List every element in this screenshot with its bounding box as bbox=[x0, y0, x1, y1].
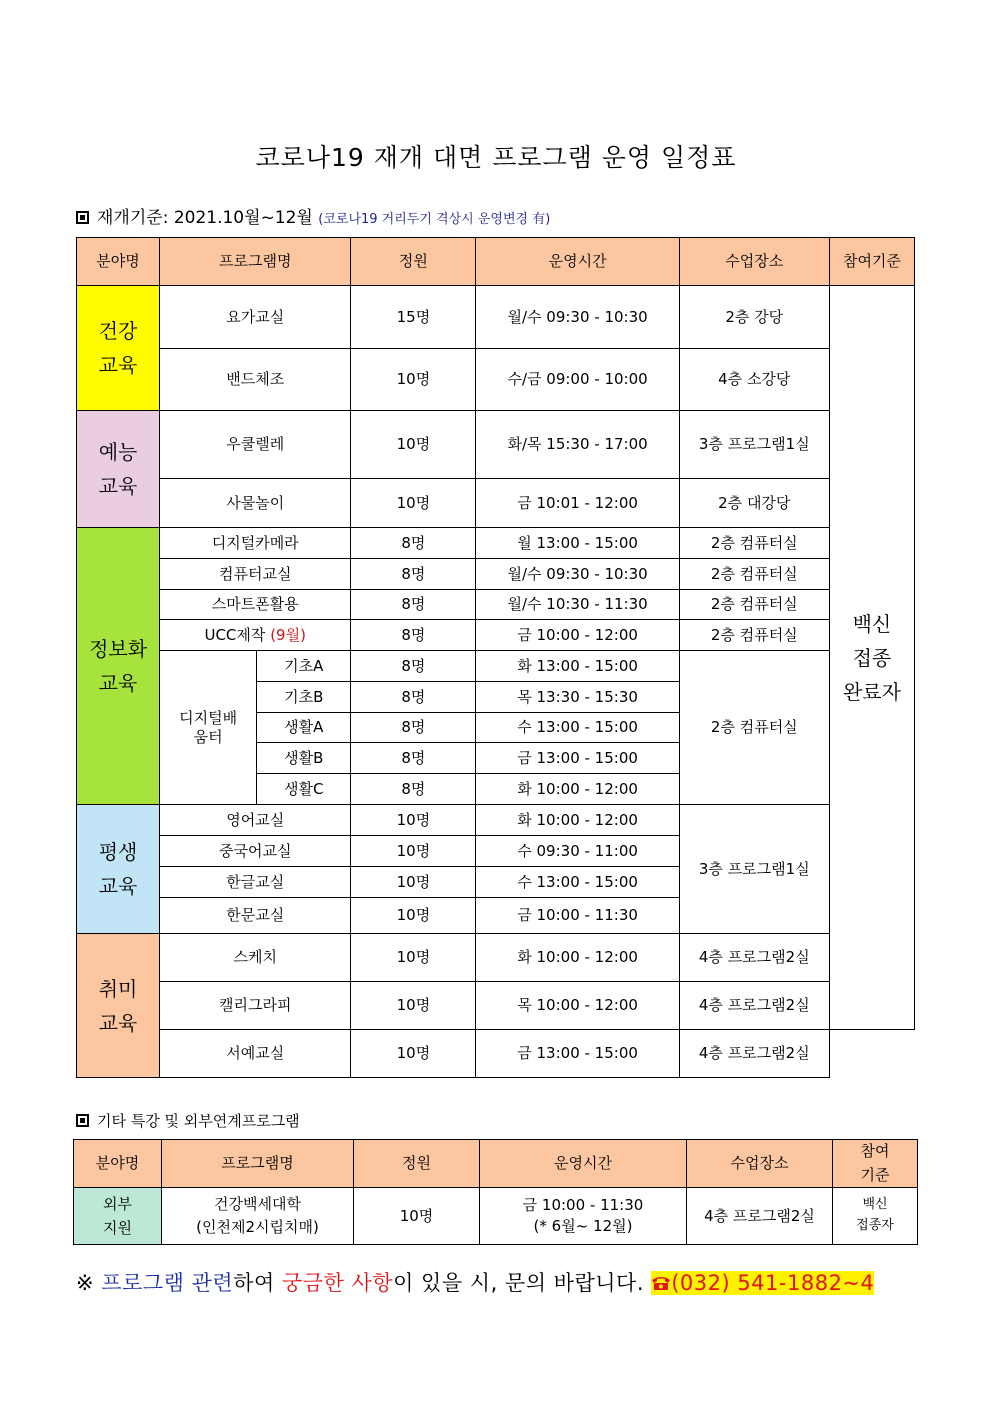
program-place: 2층 컴퓨터실 bbox=[679, 590, 829, 620]
table-row bbox=[77, 651, 915, 682]
program-capacity: 8명 bbox=[351, 528, 476, 559]
program-time: 금 13:00 - 15:00 bbox=[476, 1030, 679, 1078]
program-name: 생활C bbox=[257, 774, 351, 805]
program-place: 2층 컴퓨터실 bbox=[679, 620, 829, 651]
external-table bbox=[73, 1139, 918, 1245]
program-capacity: 8명 bbox=[351, 590, 476, 620]
program-name: 컴퓨터교실 bbox=[160, 559, 351, 590]
header-time: 운영시간 bbox=[476, 238, 679, 286]
footer-text: 하여 bbox=[233, 1271, 275, 1295]
table-row bbox=[77, 620, 915, 651]
table-row bbox=[77, 590, 915, 620]
program-time: 수/금 09:00 - 10:00 bbox=[476, 349, 679, 411]
program-place: 4층 프로그램2실 bbox=[687, 1188, 833, 1245]
header-category: 분야명 bbox=[77, 238, 160, 286]
program-name: 캘리그라피 bbox=[160, 982, 351, 1030]
table-row bbox=[77, 286, 915, 349]
header-time: 운영시간 bbox=[480, 1140, 687, 1188]
program-name: 한글교실 bbox=[160, 867, 351, 898]
program-capacity: 15명 bbox=[351, 286, 476, 349]
program-time: 화 10:00 - 12:00 bbox=[476, 805, 679, 836]
program-name: 생활A bbox=[257, 713, 351, 743]
table-row bbox=[74, 1188, 918, 1245]
special-label: 기타 특강 및 외부연계프로그램 bbox=[97, 1112, 300, 1130]
table-row bbox=[77, 479, 915, 528]
program-place: 4층 프로그램2실 bbox=[679, 982, 829, 1030]
program-time: 화 10:00 - 12:00 bbox=[476, 774, 679, 805]
program-time: 수 13:00 - 15:00 bbox=[476, 867, 679, 898]
header-capacity: 정원 bbox=[354, 1140, 480, 1188]
category-hobby: 취미 교육 bbox=[77, 934, 160, 1078]
section-criteria bbox=[76, 203, 550, 228]
table-row bbox=[77, 1030, 915, 1078]
header-place: 수업장소 bbox=[679, 238, 829, 286]
phone-icon bbox=[651, 1275, 671, 1291]
header-category: 분야명 bbox=[74, 1140, 162, 1188]
page-title: 코로나19 재개 대면 프로그램 운영 일정표 bbox=[255, 143, 737, 172]
header-qualification: 참여 기준 bbox=[833, 1140, 918, 1188]
table-header-row bbox=[74, 1140, 918, 1188]
program-time: 화 10:00 - 12:00 bbox=[476, 934, 679, 982]
program-name: 영어교실 bbox=[160, 805, 351, 836]
program-time: 수 09:30 - 11:00 bbox=[476, 836, 679, 867]
program-place: 2층 컴퓨터실 bbox=[679, 651, 829, 805]
criteria-note: (코로나19 거리두기 격상시 운영변경 有) bbox=[318, 212, 551, 227]
program-time: 화/목 15:30 - 17:00 bbox=[476, 411, 679, 479]
program-name: 생활B bbox=[257, 743, 351, 774]
square-bullet-icon bbox=[76, 211, 89, 224]
program-place: 3층 프로그램1실 bbox=[679, 411, 829, 479]
program-place: 3층 프로그램1실 bbox=[679, 805, 829, 934]
table-row bbox=[77, 934, 915, 982]
category-health: 건강 교육 bbox=[77, 286, 160, 411]
program-name: 서예교실 bbox=[160, 1030, 351, 1078]
table-row bbox=[77, 411, 915, 479]
program-capacity: 8명 bbox=[351, 774, 476, 805]
program-name: 디지털카메라 bbox=[160, 528, 351, 559]
table-row bbox=[77, 559, 915, 590]
reference-mark: ※ bbox=[76, 1271, 95, 1295]
header-qualification: 참여기준 bbox=[829, 238, 914, 286]
program-capacity: 10명 bbox=[351, 805, 476, 836]
program-capacity: 8명 bbox=[351, 651, 476, 682]
program-capacity: 10명 bbox=[351, 836, 476, 867]
header-program: 프로그램명 bbox=[160, 238, 351, 286]
program-capacity: 10명 bbox=[351, 898, 476, 934]
program-name: 스케치 bbox=[160, 934, 351, 982]
program-capacity: 8명 bbox=[351, 620, 476, 651]
program-time: 금 10:01 - 12:00 bbox=[476, 479, 679, 528]
program-name: 우쿨렐레 bbox=[160, 411, 351, 479]
footer-text: 이 있을 시, 문의 바랍니다. bbox=[393, 1271, 644, 1295]
qualification-cell: 백신 접종 완료자 bbox=[829, 286, 914, 1030]
program-time: 금 10:00 - 11:30 bbox=[476, 898, 679, 934]
program-capacity: 10명 bbox=[351, 1030, 476, 1078]
footer-program: 프로그램 관련 bbox=[101, 1271, 234, 1295]
program-capacity: 8명 bbox=[351, 713, 476, 743]
program-name: 요가교실 bbox=[160, 286, 351, 349]
program-name: 기초A bbox=[257, 651, 351, 682]
program-time: 금 13:00 - 15:00 bbox=[476, 743, 679, 774]
program-name: 건강백세대학 (인천제2시립치매) bbox=[162, 1188, 354, 1245]
header-program: 프로그램명 bbox=[162, 1140, 354, 1188]
program-place: 4층 프로그램2실 bbox=[679, 1030, 829, 1078]
program-capacity: 10명 bbox=[354, 1188, 480, 1245]
table-row bbox=[77, 982, 915, 1030]
program-capacity: 10명 bbox=[351, 867, 476, 898]
program-name: 스마트폰활용 bbox=[160, 590, 351, 620]
footer-contact bbox=[76, 1267, 874, 1297]
program-capacity: 10명 bbox=[351, 349, 476, 411]
program-capacity: 10명 bbox=[351, 934, 476, 982]
phone-number: (032) 541-1882~4 bbox=[651, 1271, 874, 1295]
program-time: 월/수 09:30 - 10:30 bbox=[476, 286, 679, 349]
table-row bbox=[77, 528, 915, 559]
category-info: 정보화 교육 bbox=[77, 528, 160, 805]
category-art: 예능 교육 bbox=[77, 411, 160, 528]
table-header-row bbox=[77, 238, 915, 286]
program-capacity: 8명 bbox=[351, 682, 476, 713]
program-capacity: 10명 bbox=[351, 982, 476, 1030]
program-capacity: 8명 bbox=[351, 743, 476, 774]
footer-question: 궁금한 사항 bbox=[281, 1271, 394, 1295]
table-row bbox=[77, 805, 915, 836]
program-name: 한문교실 bbox=[160, 898, 351, 934]
program-place: 2층 컴퓨터실 bbox=[679, 559, 829, 590]
program-place: 2층 강당 bbox=[679, 286, 829, 349]
program-name: 사물놀이 bbox=[160, 479, 351, 528]
criteria-label: 재개기준: 2021.10월~12월 bbox=[97, 208, 313, 228]
header-place: 수업장소 bbox=[687, 1140, 833, 1188]
qualification-cell: 백신 접종자 bbox=[833, 1188, 918, 1245]
program-name: 밴드체조 bbox=[160, 349, 351, 411]
program-time: 월 13:00 - 15:00 bbox=[476, 528, 679, 559]
ucc-note: (9월) bbox=[270, 625, 306, 644]
program-time: 목 13:30 - 15:30 bbox=[476, 682, 679, 713]
program-time: 수 13:00 - 15:00 bbox=[476, 713, 679, 743]
table-row bbox=[77, 349, 915, 411]
section-special bbox=[76, 1110, 300, 1131]
square-bullet-icon bbox=[76, 1114, 89, 1127]
program-place: 4층 프로그램2실 bbox=[679, 934, 829, 982]
program-name: UCC제작 (9월) bbox=[160, 620, 351, 651]
program-capacity: 10명 bbox=[351, 411, 476, 479]
category-lifelong: 평생 교육 bbox=[77, 805, 160, 934]
schedule-table bbox=[76, 237, 915, 1078]
program-time: 화 13:00 - 15:00 bbox=[476, 651, 679, 682]
digital-group-name: 디지털배 움터 bbox=[160, 651, 257, 805]
program-place: 2층 대강당 bbox=[679, 479, 829, 528]
program-time: 목 10:00 - 12:00 bbox=[476, 982, 679, 1030]
program-time: 금 10:00 - 12:00 bbox=[476, 620, 679, 651]
category-external: 외부 지원 bbox=[74, 1188, 162, 1245]
program-capacity: 8명 bbox=[351, 559, 476, 590]
program-place: 2층 컴퓨터실 bbox=[679, 528, 829, 559]
program-place: 4층 소강당 bbox=[679, 349, 829, 411]
program-time: 월/수 10:30 - 11:30 bbox=[476, 590, 679, 620]
program-capacity: 10명 bbox=[351, 479, 476, 528]
program-time: 월/수 09:30 - 10:30 bbox=[476, 559, 679, 590]
program-time: 금 10:00 - 11:30 (* 6월~ 12월) bbox=[480, 1188, 687, 1245]
header-capacity: 정원 bbox=[351, 238, 476, 286]
program-name: 중국어교실 bbox=[160, 836, 351, 867]
program-name: 기초B bbox=[257, 682, 351, 713]
